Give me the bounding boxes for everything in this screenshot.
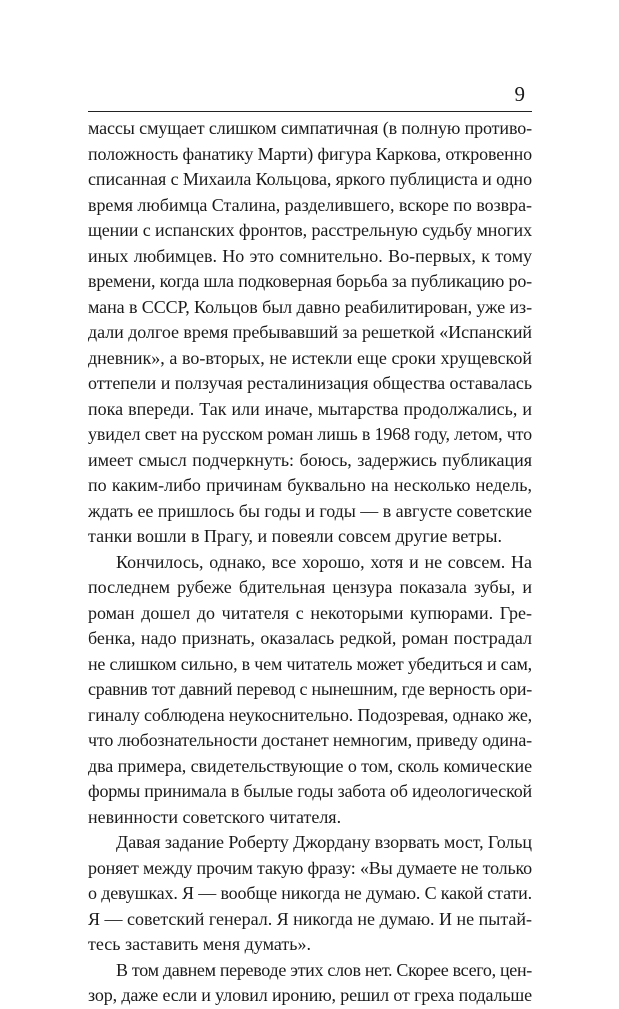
page-body-text (88, 116, 532, 1009)
text-line: имеет смысл подчеркнуть: боюсь, задержись публикация (88, 449, 532, 470)
text-line: дали долгое время пребывавший за решеткой «Испанский (88, 322, 532, 342)
text-line: массы смущает слишком симпатичная (в полную противо- (88, 118, 532, 138)
text-line: два примера, свидетельствующие о том, сколь комические (88, 755, 532, 776)
text-line: Я — советский генерал. Я никогда не думаю. И не пытай- (88, 908, 532, 929)
text-line: танки вошли в Прагу, и повеяли совсем другие ветры. (88, 526, 503, 546)
text-line: щении с испанских фронтов, расстрельную судьбу многих (88, 220, 532, 240)
text-line: мана в СССР, Кольцов был давно реабилитирован, уже из- (88, 296, 532, 317)
text-line: иных любимцев. Но это сомнительно. Во-первых, к тому (88, 245, 532, 266)
text-line: списанная с Михаила Кольцова, яркого публициста и одно (88, 169, 532, 189)
text-line: время любимца Сталина, разделившего, вскоре по возвра- (88, 194, 532, 215)
text-line: положность фанатику Марти) фигура Каркова, откровенно (88, 143, 532, 164)
text-line: Давая задание Роберту Джордану взорвать мост, Гольц (116, 832, 532, 852)
text-line: по каким-либо причинам буквально на несколько недель, (88, 475, 532, 495)
text-line: ждать ее пришлось бы годы и годы — в августе советские (88, 500, 532, 521)
text-line: дневник», а во-вторых, не истекли еще сроки хрущевской (88, 347, 532, 368)
page-number: 9 (514, 82, 525, 106)
text-line: что любознательности достанет немногим, приведу одина- (88, 730, 532, 750)
header-rule (88, 111, 532, 112)
text-line: роняет между прочим такую фразу: «Вы думаете не только (88, 857, 532, 878)
text-line: В том давнем переводе этих слов нет. Скорее всего, цен- (116, 959, 532, 980)
text-line: Кончилось, однако, все хорошо, хотя и не совсем. На (116, 551, 532, 572)
text-line: не слишком сильно, в чем читатель может убедиться и сам, (88, 653, 532, 674)
text-line: тесь заставить меня думать». (88, 934, 311, 954)
text-line: о девушках. Я — вообще никогда не думаю. С какой стати. (88, 883, 533, 903)
text-line: гиналу соблюдена неукоснительно. Подозревая, однако же, (88, 704, 532, 725)
text-line: формы принимала в былые годы забота об идеологической (88, 781, 533, 801)
text-line: сравнив тот давний перевод с нынешним, где верность ори- (88, 679, 532, 699)
text-line: пока впереди. Так или иначе, мытарства продолжались, и (88, 398, 532, 419)
text-line: оттепели и ползучая ресталинизация общества оставалась (88, 373, 532, 393)
text-line: невинности советского читателя. (88, 806, 342, 827)
text-line: увидел свет на русском роман лишь в 1968 году, летом, что (88, 424, 532, 444)
text-line: последнем рубеже бдительная цензура показала зубы, и (88, 577, 532, 597)
text-line: бенка, надо признать, оказалась редкой, роман пострадал (88, 628, 532, 648)
text-line: зор, даже если и уловил иронию, решил от греха подальше (88, 985, 532, 1005)
text-line: времени, когда шла подковерная борьба за публикацию ро- (88, 271, 532, 291)
text-line: роман дошел до читателя с некоторыми купюрами. Гре- (88, 602, 532, 623)
